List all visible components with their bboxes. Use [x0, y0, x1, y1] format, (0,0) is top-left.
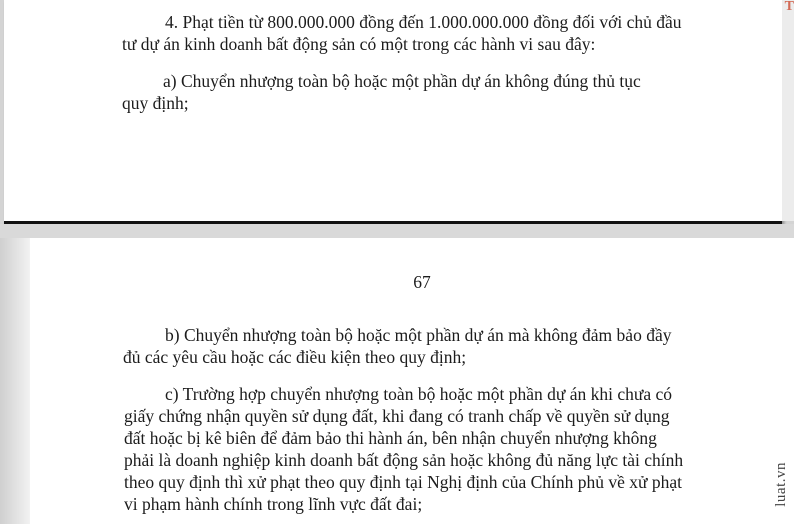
page-number: 67 — [413, 272, 431, 292]
item-c-line-1: c) Trường hợp chuyển nhượng toàn bộ hoặc một phần dự án khi chưa có — [165, 384, 673, 404]
corner-mark: T — [784, 0, 794, 14]
item-a-line-2: quy định; — [122, 93, 189, 113]
site-watermark: luat.vn — [773, 462, 789, 507]
item-c-line-6: vi phạm hành chính trong lĩnh vực đất đai; — [124, 494, 423, 514]
item-c-line-2: giấy chứng nhận quyền sử dụng đất, khi đang có tranh chấp về quyền sử dụng — [124, 406, 670, 426]
item-c-line-3: đất hoặc bị kê biên để đảm bảo thi hành án, bên nhận chuyển nhượng không — [124, 428, 657, 448]
paragraph-4-line-2: tư dự án kinh doanh bất động sản có một trong các hành vi sau đây: — [122, 34, 596, 54]
item-c-line-5: theo quy định thì xử phạt theo quy định tại Nghị định của Chính phủ về xử phạt — [124, 472, 683, 492]
page-gap — [0, 224, 794, 238]
item-c-line-4: phải là doanh nghiệp kinh doanh bất động sản hoặc không đủ năng lực tài chính — [124, 450, 684, 470]
paragraph-4-line-1: 4. Phạt tiền từ 800.000.000 đồng đến 1.000.000.000 đồng đối với chủ đầu — [165, 12, 682, 32]
item-b-line-1: b) Chuyển nhượng toàn bộ hoặc một phần dự án mà không đảm bảo đầy — [165, 325, 672, 345]
item-b-line-2: đủ các yêu cầu hoặc các điều kiện theo quy định; — [123, 347, 467, 367]
page-edge — [782, 0, 794, 221]
item-a-line-1: a) Chuyển nhượng toàn bộ hoặc một phần dự án không đúng thủ tục — [163, 71, 641, 91]
